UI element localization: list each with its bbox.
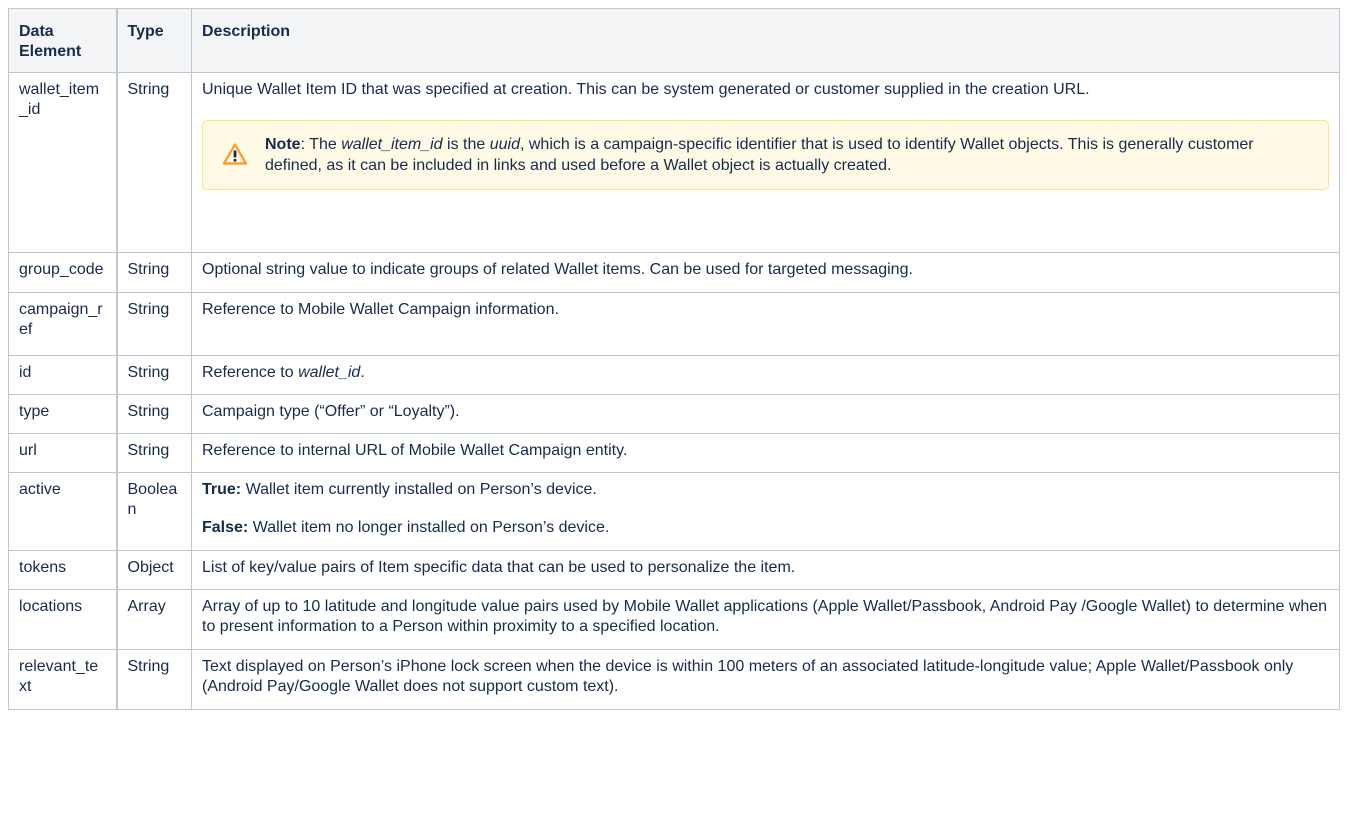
table-row — [9, 73, 1340, 253]
header-type: Type — [117, 9, 192, 73]
true-label: True: — [202, 481, 242, 498]
element-name: url — [9, 434, 117, 473]
table-header-row — [9, 9, 1340, 73]
element-type: String — [117, 434, 192, 473]
table-row — [9, 356, 1340, 395]
element-type: String — [117, 253, 192, 293]
table-row — [9, 551, 1340, 590]
element-description — [192, 356, 1340, 395]
note-text: : The — [300, 136, 342, 153]
description-text: Wallet item no longer installed on Person’s device. — [248, 519, 610, 536]
table-row — [9, 395, 1340, 434]
note-text: is the — [442, 136, 490, 153]
description-text: Unique Wallet Item ID that was specified at creation. This can be system generated or customer supplied in the creation URL. — [202, 81, 1090, 98]
element-name: wallet_item_id — [9, 73, 117, 253]
description-text: Wallet item currently installed on Person’s device. — [241, 481, 597, 498]
element-name: locations — [9, 590, 117, 650]
element-description: Campaign type (“Offer” or “Loyalty”). — [192, 395, 1340, 434]
element-description: List of key/value pairs of Item specific data that can be used to personalize the item. — [192, 551, 1340, 590]
element-name: relevant_text — [9, 650, 117, 710]
note-body — [265, 136, 1254, 174]
element-description: Optional string value to indicate groups of related Wallet items. Can be used for targeted messaging. — [192, 253, 1340, 293]
element-type: String — [117, 356, 192, 395]
note-label: Note — [265, 136, 301, 153]
element-type: String — [117, 73, 192, 253]
element-description — [192, 473, 1340, 551]
element-type: String — [117, 293, 192, 356]
element-type: Boolean — [117, 473, 192, 551]
table-row — [9, 253, 1340, 293]
element-type: String — [117, 650, 192, 710]
element-name: active — [9, 473, 117, 551]
element-description: Reference to Mobile Wallet Campaign information. — [192, 293, 1340, 356]
note-text: , which is a campaign-specific identifier that is used to identify Wallet objects. This is generally customer defined, as it can be included in links and used before a Wallet object is actually created. — [265, 136, 1254, 174]
note-panel — [202, 120, 1329, 190]
element-type: Array — [117, 590, 192, 650]
false-label: False: — [202, 519, 249, 536]
element-name: tokens — [9, 551, 117, 590]
element-description: Text displayed on Person’s iPhone lock screen when the device is within 100 meters of an associated latitude-longitude value; Apple Wallet/Passbook only (Android Pay/Google Wallet does not support custom text). — [192, 650, 1340, 710]
element-description — [192, 73, 1340, 253]
table-row — [9, 650, 1340, 710]
data-elements-table-wrapper — [8, 8, 1340, 710]
description-text: Reference to — [202, 364, 299, 381]
element-name: group_code — [9, 253, 117, 293]
element-name: type — [9, 395, 117, 434]
table-row — [9, 590, 1340, 650]
table-row — [9, 293, 1340, 356]
description-false — [202, 518, 1329, 538]
table-row — [9, 473, 1340, 551]
header-data-element: Data Element — [9, 9, 117, 73]
element-type: String — [117, 395, 192, 434]
description-text: . — [360, 364, 365, 381]
element-name: id — [9, 356, 117, 395]
description-emphasis: wallet_id — [298, 364, 361, 381]
header-description: Description — [192, 9, 1340, 73]
element-name: campaign_ref — [9, 293, 117, 356]
warning-icon — [223, 143, 247, 165]
data-elements-table — [8, 8, 1340, 710]
description-true — [202, 480, 1329, 500]
element-description: Array of up to 10 latitude and longitude value pairs used by Mobile Wallet applications (Apple Wallet/Passbook, Android Pay /Google Wallet) to determine when to present information to a Person within proximity to a specified location. — [192, 590, 1340, 650]
note-emphasis: wallet_item_id — [341, 136, 443, 153]
note-emphasis: uuid — [489, 136, 520, 153]
element-description: Reference to internal URL of Mobile Wallet Campaign entity. — [192, 434, 1340, 473]
element-type: Object — [117, 551, 192, 590]
table-row — [9, 434, 1340, 473]
